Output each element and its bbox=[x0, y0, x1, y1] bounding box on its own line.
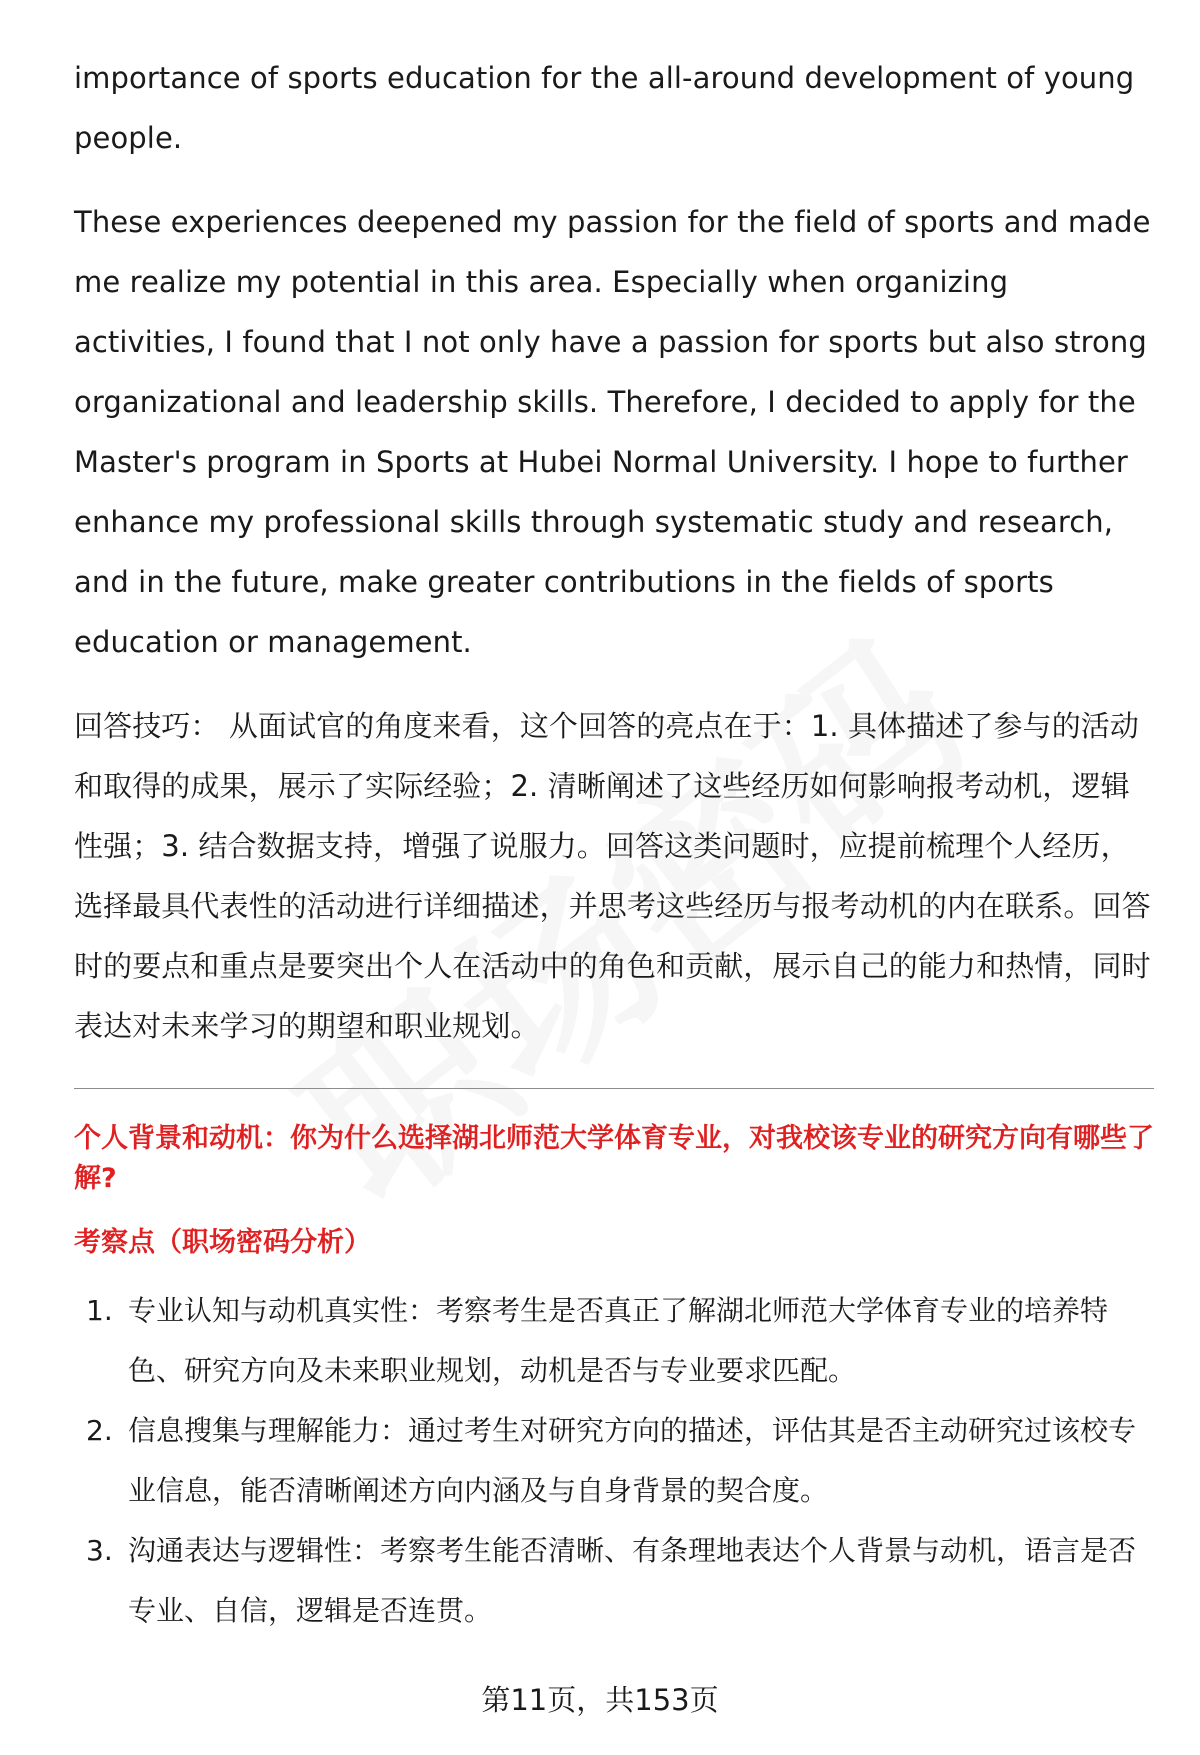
assessment-points-heading: 考察点（职场密码分析） bbox=[74, 1227, 371, 1258]
page-number: 第11页，共153页 bbox=[481, 1683, 719, 1717]
paragraph-continuation: importance of sports education for the all-around development of young people. bbox=[74, 61, 1135, 155]
list-item-number: 3. bbox=[86, 1534, 113, 1567]
list-item bbox=[74, 1521, 1154, 1641]
list-item-text: 专业认知与动机真实性：考察考生是否真正了解湖北师范大学体育专业的培养特色、研究方向及未来职业规划，动机是否与专业要求匹配。 bbox=[128, 1294, 1109, 1387]
list-item-text: 信息搜集与理解能力：通过考生对研究方向的描述，评估其是否主动研究过该校专业信息，能否清晰阐述方向内涵及与自身背景的契合度。 bbox=[128, 1414, 1137, 1507]
document-page bbox=[74, 48, 1154, 1641]
list-item-number: 2. bbox=[86, 1414, 113, 1447]
answer-tip: 回答技巧： 从面试官的角度来看，这个回答的亮点在于：1. 具体描述了参与的活动和取得的成果，展示了实际经验；2. 清晰阐述了这些经历如何影响报考动机，逻辑性强；3. 结合数据支持，增强了说服力。回答这类问题时，应提前梳理个人经历，选择最具代表性的活动进行详细描述，并思考这些经历与报考动机的内在联系。回答时的要点和重点是要突出个人在活动中的角色和贡献，展示自己的能力和热情，同时表达对未来学习的期望和职业规划。 bbox=[74, 709, 1151, 1043]
assessment-points-list bbox=[74, 1281, 1154, 1641]
paragraph-motivation: These experiences deepened my passion for the field of sports and made me realize my potential in this area. Especially when organizing activities, I found that I not only have a passion for sports but also strong organizational and leadership skills. Therefore, I decided to apply for the Master's program in Sports at Hubei Normal University. I hope to further enhance my professional skills through systematic study and research, and in the future, make greater contributions in the fields of sports education or management. bbox=[74, 205, 1151, 659]
question-heading: 个人背景和动机：你为什么选择湖北师范大学体育专业，对我校该专业的研究方向有哪些了解? bbox=[74, 1123, 1154, 1194]
list-item bbox=[74, 1281, 1154, 1401]
section-divider bbox=[74, 1088, 1154, 1089]
list-item-number: 1. bbox=[86, 1294, 113, 1327]
list-item bbox=[74, 1401, 1154, 1521]
list-item-text: 沟通表达与逻辑性：考察考生能否清晰、有条理地表达个人背景与动机，语言是否专业、自信，逻辑是否连贯。 bbox=[128, 1534, 1137, 1627]
